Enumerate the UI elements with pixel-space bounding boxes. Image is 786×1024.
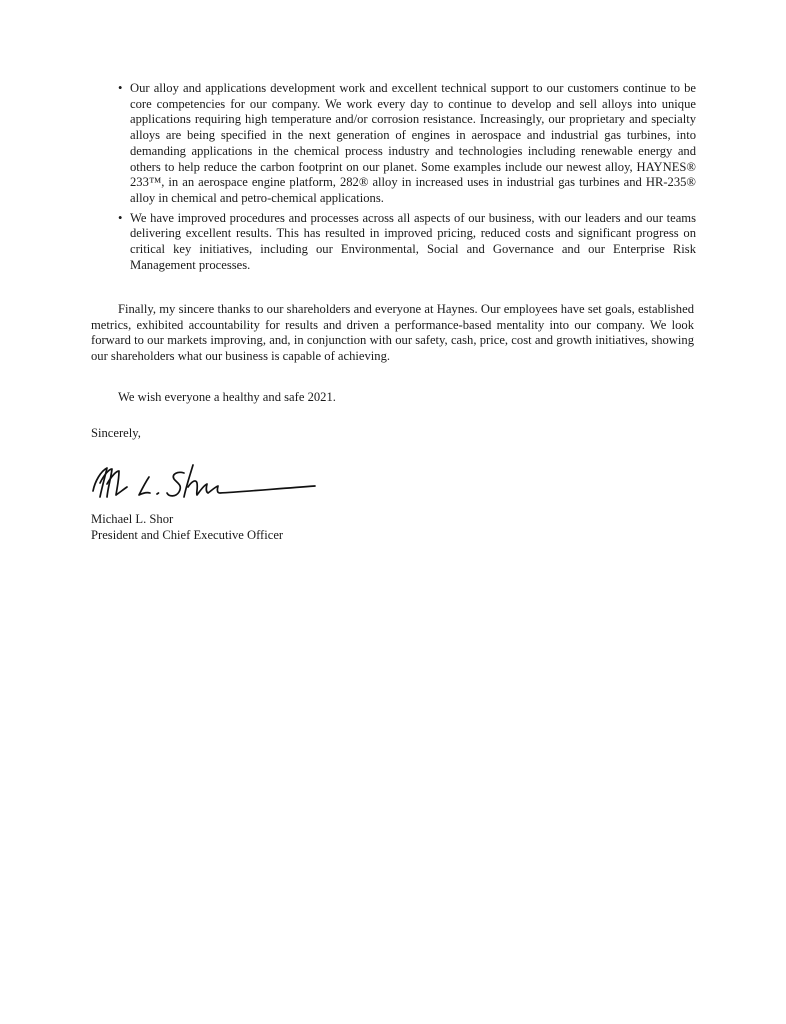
closing-paragraph: Finally, my sincere thanks to our shareholders and everyone at Haynes. Our employees have set goals, established metrics, exhibited accountability for results and driven a performance-based mentality into our company. We look forward to our markets improving, and, in conjunction with our safety, cash, price, cost and growth initiatives, showing our shareholders what our business is capable of achieving.	[91, 302, 694, 364]
wish-paragraph: We wish everyone a healthy and safe 2021.	[118, 390, 336, 404]
signer-block	[91, 512, 283, 543]
bullet-list	[91, 81, 696, 277]
signer-title: President and Chief Executive Officer	[91, 527, 284, 542]
signer-name: Michael L. Shor	[91, 512, 174, 526]
sign-off: Sincerely,	[91, 426, 141, 440]
bullet-item-procedures: • We have improved procedures and processes across all aspects of our business, with our leaders and our teams delivering excellent results. This has resulted in improved pricing, reduced costs and significant progress on critical key initiatives, including our Environmental, Social and Governance and our Enterprise Risk Management processes.	[91, 211, 696, 274]
bullet-item-technical-support: • Our alloy and applications development work and excellent technical support to our customers continue to be core competencies for our company. We work every day to continue to develop and sell alloys into unique applications requiring high temperature and/or corrosion resistance. Increasingly, our proprietary and specialty alloys are being specified in the next generation of engines in aerospace and industrial gas turbines, into demanding applications in the chemical process industry and technologies including renewable energy and others to help reduce the carbon footprint on our planet. Some examples include our newest alloy, HAYNES® 233™, in an aerospace engine platform, 282® alloy in increased uses in industrial gas turbines and HR-235® alloy in chemical and petro-chemical applications.	[91, 81, 696, 207]
signature-image	[89, 459, 321, 505]
